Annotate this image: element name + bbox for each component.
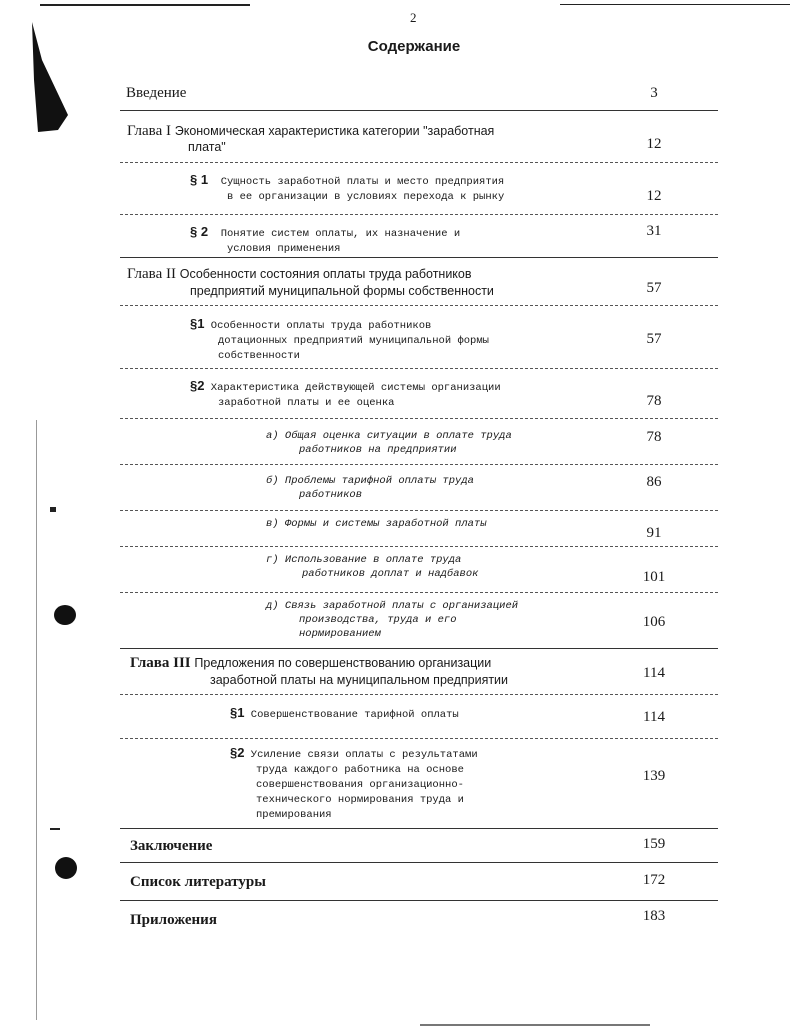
punch-hole-bottom <box>55 857 77 879</box>
toc-section-3-1 <box>230 705 459 723</box>
divider <box>120 305 718 306</box>
toc-appendices-page: 183 <box>642 908 666 924</box>
scan-top-line <box>40 4 250 6</box>
toc-section-1-1 <box>190 172 504 205</box>
toc-subsection-v <box>266 517 487 531</box>
toc-section-3-1-page: 114 <box>643 709 665 725</box>
divider <box>120 592 718 593</box>
divider <box>120 110 718 111</box>
section-line: в ее организации в условиях перехода к рынку <box>227 191 505 203</box>
chapter-title-line2: предприятий муниципальной формы собственности <box>190 284 494 298</box>
section-line: Характеристика действующей системы организации <box>210 382 501 394</box>
divider <box>120 368 718 369</box>
divider <box>120 828 718 829</box>
section-line: Особенности оплаты труда работников <box>210 320 432 332</box>
toc-chapter-1-page: 12 <box>646 136 662 152</box>
section-line: Усиление связи оплаты с результатами <box>250 749 478 761</box>
divider <box>120 862 718 863</box>
toc-section-2-1 <box>190 316 489 364</box>
toc-section-2-1-page: 57 <box>646 331 662 347</box>
scan-top-line-right <box>560 4 790 5</box>
subsection-line: а) Общая оценка ситуации в оплате труда <box>266 430 512 442</box>
scan-bottom-line <box>420 1024 650 1026</box>
toc-section-1-2 <box>190 224 460 257</box>
section-mark: §1 <box>230 705 245 720</box>
toc-subsection-b <box>266 474 474 502</box>
section-line: технического нормирования труда и <box>256 794 464 806</box>
toc-subsection-b-page: 86 <box>646 474 662 490</box>
toc-appendices-label: Приложения <box>130 912 217 928</box>
chapter-title-line1: Особенности состояния оплаты труда работников <box>179 267 472 281</box>
divider <box>120 648 718 649</box>
chapter-label: Глава III <box>130 655 191 671</box>
toc-subsection-d <box>266 599 518 641</box>
toc-conclusion-label: Заключение <box>130 838 213 854</box>
toc-subsection-d-page: 106 <box>642 614 666 630</box>
chapter-title-line1: Экономическая характеристика категории "заработная <box>174 124 495 138</box>
toc-chapter-1 <box>127 123 494 140</box>
section-mark: §2 <box>190 378 205 393</box>
section-mark: §1 <box>190 316 205 331</box>
section-line: труда каждого работника на основе <box>256 764 464 776</box>
toc-section-2-2-page: 78 <box>646 393 662 409</box>
chapter-title-line2: плата" <box>188 140 226 154</box>
toc-section-1-1-page: 12 <box>646 188 662 204</box>
subsection-line: в) Формы и системы заработной платы <box>266 518 487 530</box>
section-line: Сущность заработной платы и место предприятия <box>220 176 505 188</box>
chapter-label: Глава II <box>127 266 176 282</box>
subsection-line: работников доплат и надбавок <box>302 568 479 580</box>
toc-subsection-a <box>266 429 512 457</box>
section-line: собственности <box>218 350 300 362</box>
section-line: условия применения <box>227 243 341 255</box>
toc-chapter-2 <box>127 266 472 283</box>
toc-subsection-a-page: 78 <box>646 429 662 445</box>
section-mark: § 2 <box>190 224 209 239</box>
divider <box>120 257 718 258</box>
section-line: Совершенствование тарифной оплаты <box>250 709 459 721</box>
chapter-title-line2: заработной платы на муниципальном предприятии <box>210 673 509 687</box>
subsection-line: производства, труда и его <box>299 614 457 626</box>
section-line: премирования <box>256 809 332 821</box>
subsection-line: д) Связь заработной платы с организацией <box>266 600 519 612</box>
toc-subsection-g <box>266 553 478 581</box>
toc-intro-label: Введение <box>126 85 187 101</box>
toc-literature-page: 172 <box>642 872 666 888</box>
toc-literature-label: Список литературы <box>130 874 266 890</box>
divider <box>120 738 718 739</box>
punch-hole-top <box>54 605 76 625</box>
section-line: заработной платы и ее оценка <box>218 397 395 409</box>
chapter-title-line1: Предложения по совершенствованию организации <box>194 656 492 670</box>
toc-subsection-v-page: 91 <box>646 525 662 541</box>
divider <box>120 162 718 163</box>
toc-title: Содержание <box>367 38 461 55</box>
subsection-line: нормированием <box>299 628 381 640</box>
subsection-line: работников на предприятии <box>299 444 457 456</box>
divider <box>120 510 718 511</box>
toc-intro-page: 3 <box>650 85 658 101</box>
scan-mark <box>50 507 56 512</box>
page-number: 2 <box>410 10 417 25</box>
section-line: дотационных предприятий муниципальной формы <box>218 335 489 347</box>
subsection-line: б) Проблемы тарифной оплаты труда <box>266 475 474 487</box>
scan-mark-2 <box>50 828 60 830</box>
section-line: совершенствования организационно- <box>256 779 464 791</box>
toc-chapter-2-page: 57 <box>646 280 662 296</box>
subsection-line: г) Использование в оплате труда <box>266 554 462 566</box>
section-mark: § 1 <box>190 172 209 187</box>
toc-conclusion-page: 159 <box>642 836 666 852</box>
scan-left-edge <box>36 420 37 1020</box>
chapter-label: Глава I <box>127 123 171 139</box>
toc-section-3-2 <box>230 745 478 823</box>
toc-section-3-2-page: 139 <box>642 768 666 784</box>
divider <box>120 900 718 901</box>
toc-subsection-g-page: 101 <box>642 569 666 585</box>
divider <box>120 418 718 419</box>
section-line: Понятие систем оплаты, их назначение и <box>220 228 461 240</box>
divider <box>120 546 718 547</box>
divider <box>120 694 718 695</box>
toc-chapter-3 <box>130 655 491 672</box>
section-mark: §2 <box>230 745 245 760</box>
divider <box>120 214 718 215</box>
subsection-line: работников <box>299 489 363 501</box>
toc-chapter-3-page: 114 <box>643 665 665 681</box>
divider <box>120 464 718 465</box>
toc-section-2-2 <box>190 378 501 411</box>
toc-section-1-2-page: 31 <box>646 223 662 239</box>
